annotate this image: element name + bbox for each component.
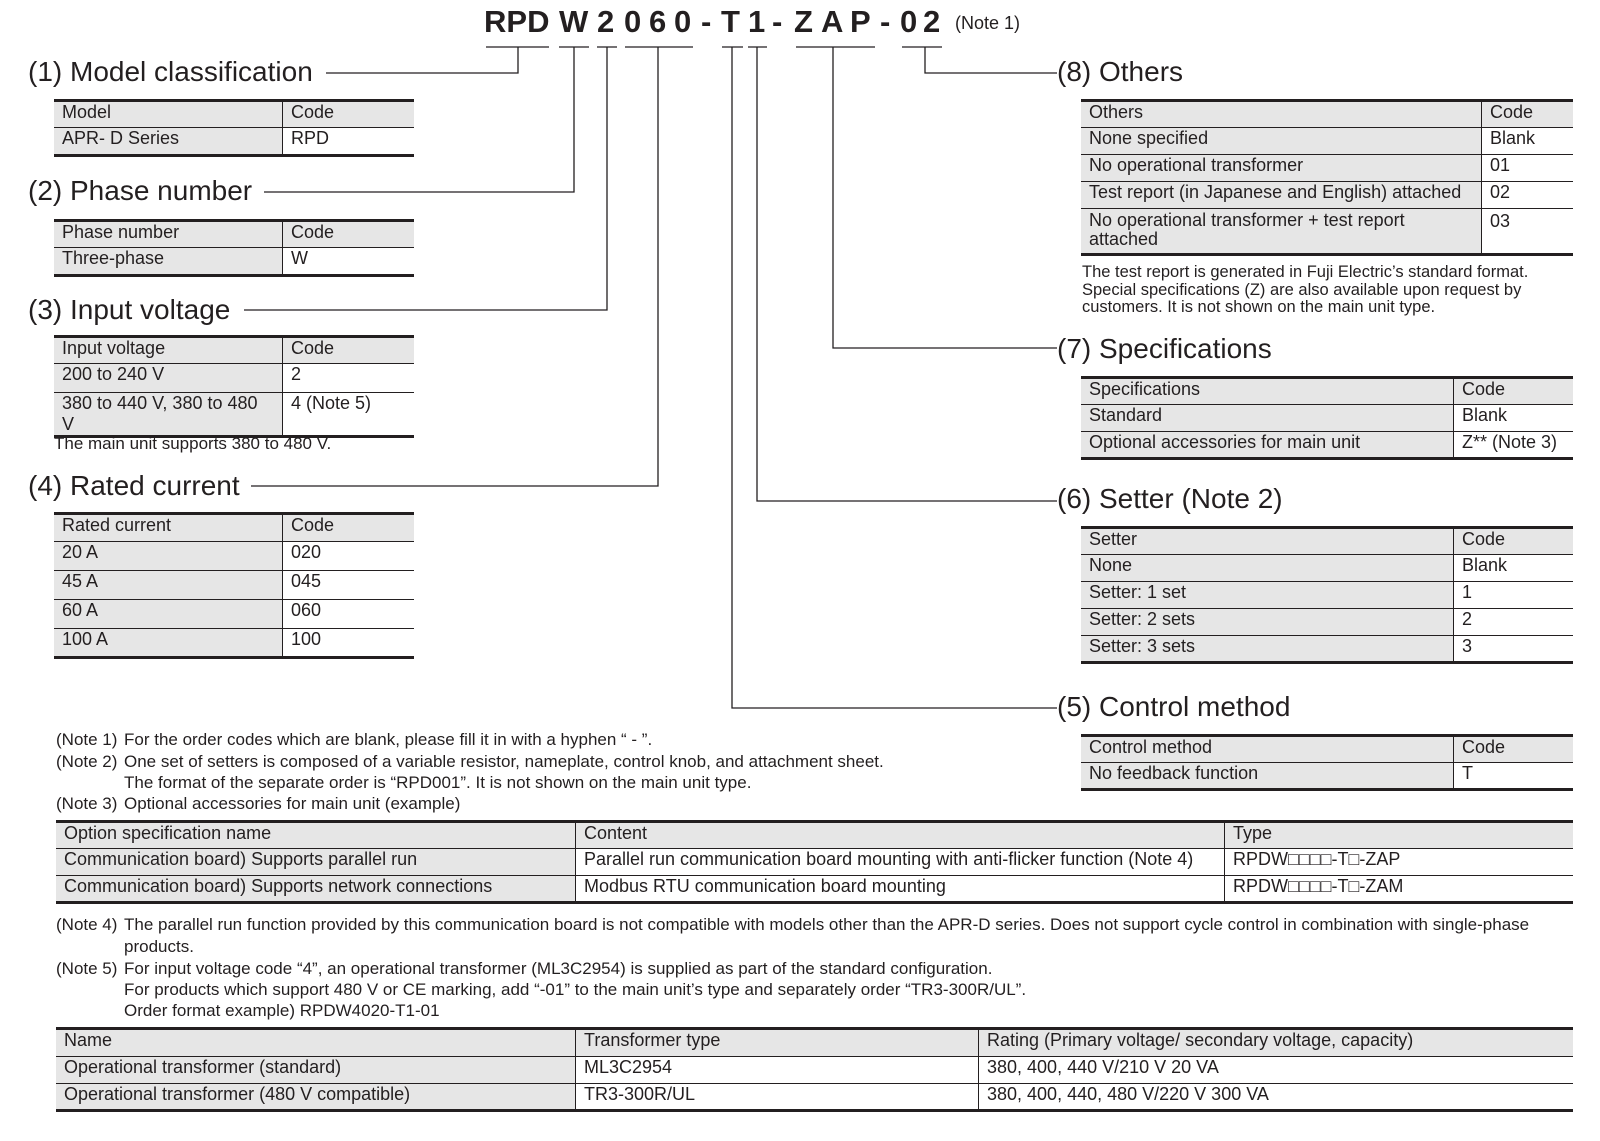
table-cell: 02 — [1482, 182, 1574, 209]
column-header: Rating (Primary voltage/ secondary voltage, capacity) — [979, 1029, 1574, 1057]
table-cell: Operational transformer (480 V compatible) — [56, 1084, 576, 1111]
code-char-setter: 1 — [748, 4, 766, 39]
setter-table — [1081, 526, 1573, 664]
note-4-continued: products. — [124, 937, 194, 956]
column-header: Code — [283, 221, 415, 248]
code-char-current-2: 6 — [649, 4, 667, 39]
heading-specifications: (7) Specifications — [1057, 333, 1272, 364]
table-cell: 3 — [1454, 636, 1574, 663]
table-cell: TR3-300R/UL — [576, 1084, 979, 1111]
table-cell: 380, 400, 440, 480 V/220 V 300 VA — [979, 1084, 1574, 1111]
table-cell: 60 A — [54, 600, 283, 629]
column-header: Code — [1454, 736, 1574, 763]
column-header: Input voltage — [54, 337, 283, 364]
table-cell: 100 — [283, 629, 415, 658]
note-text: For input voltage code “4”, an operational transformer (ML3C2954) is supplied as part of the standard configuration. — [124, 959, 993, 978]
others-table — [1081, 99, 1573, 256]
table-cell: RPDW□□□□-T□-ZAP — [1225, 849, 1574, 876]
note-5-continued: For products which support 480 V or CE marking, add “-01” to the main unit’s type and separately order “TR3-300R/UL”. — [124, 980, 1027, 999]
table-cell: No operational transformer — [1081, 155, 1482, 182]
column-header: Specifications — [1081, 378, 1454, 405]
table-cell: 45 A — [54, 571, 283, 600]
specifications-table — [1081, 376, 1573, 460]
table-cell: No feedback function — [1081, 763, 1454, 790]
table-cell: Parallel run communication board mounting with anti-flicker function (Note 4) — [576, 849, 1225, 876]
note-label: (Note 4) — [56, 915, 118, 934]
table-cell: Standard — [1081, 405, 1454, 432]
note-text: The parallel run function provided by this communication board is not compatible with models other than the APR-D series. Does not support cycle control in combination with single-phase — [124, 915, 1530, 934]
others-note: The test report is generated in Fuji Electric’s standard format. Special specifications (Z) are also available upon request by customers. It is not shown on the main unit type. — [1082, 263, 1529, 316]
table-cell: 4 (Note 5) — [283, 393, 415, 437]
code-char-hyphen: - — [701, 4, 712, 39]
voltage-note: The main unit supports 380 to 480 V. — [54, 434, 332, 453]
current-table — [54, 512, 414, 659]
transformer-table — [56, 1027, 1573, 1112]
column-header: Model — [54, 101, 283, 128]
table-cell: 1 — [1454, 582, 1574, 609]
table-cell: 100 A — [54, 629, 283, 658]
model-table — [54, 99, 414, 157]
note-3 — [56, 793, 460, 814]
note-label: (Note 5) — [56, 959, 118, 978]
table-cell: None specified — [1081, 128, 1482, 155]
table-cell: 045 — [283, 571, 415, 600]
table-cell: Blank — [1454, 405, 1574, 432]
table-cell: 380 to 440 V, 380 to 480 V — [54, 393, 283, 437]
code-char-series: RPD — [484, 4, 550, 39]
column-header: Rated current — [54, 514, 283, 542]
column-header: Type — [1225, 822, 1574, 849]
note-5 — [56, 958, 992, 979]
table-cell: T — [1454, 763, 1574, 790]
table-cell: Setter: 3 sets — [1081, 636, 1454, 663]
column-header: Setter — [1081, 528, 1454, 555]
heading-rated-current: (4) Rated current — [28, 470, 240, 501]
table-cell: 200 to 240 V — [54, 364, 283, 393]
table-cell: 020 — [283, 542, 415, 571]
table-cell: Communication board) Supports parallel run — [56, 849, 576, 876]
column-header: Option specification name — [56, 822, 576, 849]
table-cell: 20 A — [54, 542, 283, 571]
table-cell: Modbus RTU communication board mounting — [576, 876, 1225, 903]
table-cell: Communication board) Supports network connections — [56, 876, 576, 903]
table-cell: 03 — [1482, 209, 1574, 255]
table-cell: 01 — [1482, 155, 1574, 182]
column-header: Code — [1482, 101, 1574, 128]
code-char-spec-2: A — [821, 4, 844, 39]
code-char-hyphen: - — [880, 4, 891, 39]
column-header: Code — [283, 337, 415, 364]
table-cell: 2 — [283, 364, 415, 393]
options-table — [56, 820, 1573, 904]
column-header: Others — [1081, 101, 1482, 128]
table-cell: Three-phase — [54, 248, 283, 276]
table-cell: W — [283, 248, 415, 276]
note-2 — [56, 751, 884, 772]
voltage-table — [54, 335, 414, 438]
table-cell: APR- D Series — [54, 128, 283, 156]
code-char-others-1: 0 — [900, 4, 918, 39]
note-text: Optional accessories for main unit (example) — [124, 794, 461, 813]
table-cell: Blank — [1454, 555, 1574, 582]
heading-phase-number: (2) Phase number — [28, 175, 253, 206]
table-cell: Test report (in Japanese and English) attached — [1081, 182, 1482, 209]
note-4 — [56, 914, 1529, 935]
table-cell: RPDW□□□□-T□-ZAM — [1225, 876, 1574, 903]
table-cell: Z** (Note 3) — [1454, 432, 1574, 459]
code-char-phase: W — [559, 4, 589, 39]
table-cell: 380, 400, 440 V/210 V 20 VA — [979, 1057, 1574, 1084]
control-table — [1081, 734, 1573, 791]
type-code-note: (Note 1) — [955, 13, 1021, 33]
column-header: Control method — [1081, 736, 1454, 763]
column-header: Code — [283, 514, 415, 542]
note-text: For the order codes which are blank, please fill it in with a hyphen “ - ”. — [124, 730, 653, 749]
table-cell: Operational transformer (standard) — [56, 1057, 576, 1084]
note-2-continued: The format of the separate order is “RPD001”. It is not shown on the main unit type. — [124, 773, 752, 792]
code-char-current-3: 0 — [674, 4, 692, 39]
heading-setter: (6) Setter (Note 2) — [1057, 483, 1283, 514]
code-char-control: T — [721, 4, 740, 39]
table-cell: 2 — [1454, 609, 1574, 636]
code-char-hyphen: - — [772, 4, 783, 39]
heading-input-voltage: (3) Input voltage — [28, 294, 231, 325]
note-1 — [56, 729, 652, 750]
heading-model-classification: (1) Model classification — [28, 56, 313, 87]
phase-table — [54, 219, 414, 277]
table-cell: None — [1081, 555, 1454, 582]
note-label: (Note 1) — [56, 730, 118, 749]
column-header: Code — [1454, 528, 1574, 555]
table-cell: RPD — [283, 128, 415, 156]
note-label: (Note 2) — [56, 752, 118, 771]
code-char-spec-3: P — [850, 4, 871, 39]
table-cell: Setter: 2 sets — [1081, 609, 1454, 636]
note-label: (Note 3) — [56, 794, 118, 813]
code-char-current-1: 0 — [624, 4, 642, 39]
table-cell: No operational transformer + test report attached — [1081, 209, 1482, 255]
heading-others: (8) Others — [1057, 56, 1184, 87]
code-char-spec-1: Z — [794, 4, 813, 39]
column-header: Name — [56, 1029, 576, 1057]
code-char-others-2: 2 — [923, 4, 941, 39]
table-cell: Setter: 1 set — [1081, 582, 1454, 609]
column-header: Phase number — [54, 221, 283, 248]
table-cell: Blank — [1482, 128, 1574, 155]
column-header: Transformer type — [576, 1029, 979, 1057]
table-cell: ML3C2954 — [576, 1057, 979, 1084]
table-cell: Optional accessories for main unit — [1081, 432, 1454, 459]
column-header: Code — [283, 101, 415, 128]
heading-control-method: (5) Control method — [1057, 691, 1291, 722]
table-cell: 060 — [283, 600, 415, 629]
note-5-example: Order format example) RPDW4020-T1-01 — [124, 1001, 440, 1020]
column-header: Code — [1454, 378, 1574, 405]
code-char-voltage: 2 — [597, 4, 615, 39]
column-header: Content — [576, 822, 1225, 849]
note-text: One set of setters is composed of a variable resistor, nameplate, control knob, and attachment sheet. — [124, 752, 884, 771]
